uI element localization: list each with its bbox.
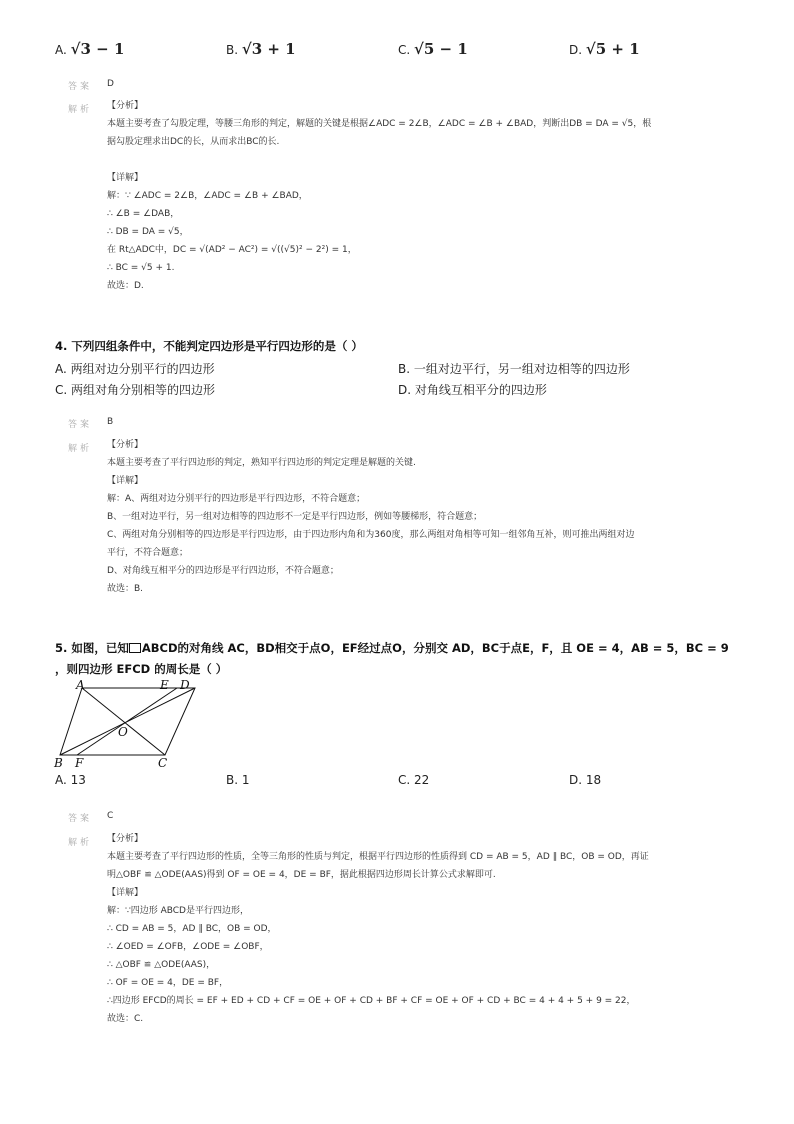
vertex-label-a: A [76, 678, 85, 692]
solution-line: 故选：B. [107, 584, 144, 594]
solution-line: 据勾股定理求出DC的长，从而求出BC的长. [107, 137, 280, 147]
q3-option-c[interactable] [398, 40, 468, 58]
answer-label: 答案 [68, 814, 93, 824]
solution-line: 【详解】 [107, 888, 144, 898]
q5-option-c[interactable] [398, 773, 429, 787]
vertex-label-c: C [158, 756, 168, 770]
q4-option-c[interactable]: C. 两组对角分别相等的四边形 [55, 383, 216, 397]
vertex-label-e: E [160, 678, 169, 692]
option-value: 22 [414, 773, 430, 787]
solution-line: ∴ △OBF ≌ △ODE(AAS)， [107, 960, 216, 970]
q4-option-b[interactable]: B. 一组对边平行，另一组对边相等的四边形 [398, 362, 630, 376]
solution-line: 在 Rt△ADC中，DC = √(AD² − AC²) = √((√5)² − 2²) = 1， [107, 245, 357, 255]
solution-line: 故选：C. [107, 1014, 144, 1024]
solution-line: ∴ ∠B = ∠DAB， [107, 209, 180, 219]
segment-ef [77, 688, 177, 755]
answer-value: B [107, 417, 114, 427]
q3-option-a[interactable] [55, 40, 124, 58]
option-letter: B. [226, 773, 239, 787]
q4-option-a[interactable]: A. 两组对边分别平行的四边形 [55, 362, 215, 376]
solution-line: 明△OBF ≌ △ODE(AAS)得到 OF = OE = 4，DE = BF，据此根据四边形周长计算公式求解即可. [107, 870, 496, 880]
vertex-label-d: D [180, 678, 190, 692]
solution-line: ∴ BC = √5 + 1. [107, 263, 175, 273]
q3-solution [107, 97, 651, 295]
solution-line: 【详解】 [107, 173, 144, 183]
option-letter: A. [55, 773, 67, 787]
option-value: 18 [585, 773, 602, 787]
q5-stem-line-2: ，则四边形 EFCD 的周长是（ ） [55, 662, 228, 676]
solution-line: C、两组对角分别相等的四边形是平行四边形，由于四边形内角和为360度，那么两组对角相等可知一组邻角互补，则可推出两组对边 [107, 530, 635, 540]
solution-line: B、一组对边平行，另一组对边相等的四边形不一定是平行四边形，例如等腰梯形，符合题意； [107, 512, 483, 522]
answer-value: D [107, 79, 114, 89]
solution-line: ∴ DB = DA = √5， [107, 227, 189, 237]
parallelogram-symbol-icon [129, 643, 141, 653]
solution-line: ∴四边形 EFCD的周长 = EF + ED + CD + CF = OE + OF + CD + BF + CF = OE + OF + CD + BC = 4 + 4 + 5 + 9 = 22， [107, 996, 636, 1006]
q3-option-b[interactable] [226, 40, 296, 58]
solution-line: 本题主要考查了平行四边形的判定，熟知平行四边形的判定定理是解题的关键. [107, 458, 416, 468]
answer-label: 答案 [68, 82, 93, 92]
option-expression: √3 + 1 [241, 40, 296, 58]
q5-option-a[interactable] [55, 773, 86, 787]
solution-line: ∴ OF = OE = 4，DE = BF， [107, 978, 229, 988]
solution-line: 【详解】 [107, 476, 144, 486]
solution-line: ∴ ∠OED = ∠OFB，∠ODE = ∠OBF， [107, 942, 269, 952]
q5-option-b[interactable] [226, 773, 250, 787]
analysis-label: 解析 [68, 444, 93, 454]
solution-line: 本题主要考查了勾股定理，等腰三角形的判定，解题的关键是根据∠ADC = 2∠B，∠ADC = ∠B + ∠BAD，判断出DB = DA = √5，根 [107, 119, 652, 129]
q4-stem: 4. 下列四组条件中，不能判定四边形是平行四边形的是（ ） [55, 339, 363, 353]
diagonal-ac [82, 688, 165, 755]
stem-text: 5. 如图，已知 [55, 641, 129, 655]
option-expression: √5 − 1 [414, 40, 468, 58]
vertex-label-b: B [54, 756, 63, 770]
option-letter: D. [569, 773, 583, 787]
q3-option-d[interactable] [569, 40, 640, 58]
option-value: 13 [70, 773, 86, 787]
analysis-label: 解析 [68, 838, 93, 848]
solution-line: 解：A、两组对边分别平行的四边形是平行四边形，不符合题意； [107, 494, 366, 504]
solution-line: 解：∵四边形 ABCD是平行四边形， [107, 906, 249, 916]
option-value: 1 [241, 773, 250, 787]
option-letter: A. [55, 43, 67, 57]
q5-stem-line-1 [55, 640, 729, 656]
solution-line: D、对角线互相平分的四边形是平行四边形，不符合题意； [107, 566, 339, 576]
solution-line: 平行，不符合题意； [107, 548, 189, 558]
option-expression: √3 − 1 [70, 40, 125, 58]
analysis-label: 解析 [68, 105, 93, 115]
point-label-o: O [118, 725, 128, 739]
solution-line: 【分析】 [107, 440, 144, 450]
solution-line: 【分析】 [107, 834, 144, 844]
q5-option-d[interactable] [569, 773, 601, 787]
answer-value: C [107, 811, 114, 821]
solution-line: 本题主要考查了平行四边形的性质，全等三角形的性质与判定，根据平行四边形的性质得到 CD = AB = 5，AD ∥ BC，OB = OD，再证 [107, 852, 649, 862]
parallelogram-figure [50, 676, 210, 772]
point-label-f: F [75, 756, 84, 770]
option-letter: C. [398, 43, 411, 57]
solution-line: 故选：D. [107, 281, 144, 291]
q4-solution [107, 436, 634, 598]
solution-line: ∴ CD = AB = 5，AD ∥ BC，OB = OD， [107, 924, 277, 934]
solution-line [107, 151, 651, 169]
solution-line: 解：∵ ∠ADC = 2∠B，∠ADC = ∠B + ∠BAD， [107, 191, 308, 201]
solution-line: 【分析】 [107, 101, 144, 111]
option-letter: B. [226, 43, 239, 57]
q4-option-d[interactable]: D. 对角线互相平分的四边形 [398, 383, 547, 397]
answer-label: 答案 [68, 420, 93, 430]
option-expression: √5 + 1 [585, 40, 640, 58]
option-letter: D. [569, 43, 583, 57]
option-letter: C. [398, 773, 411, 787]
stem-text: ABCD的对角线 AC，BD相交于点O，EF经过点O，分别交 AD，BC于点E，F，且 OE = 4，AB = 5，BC = 9 [141, 641, 729, 655]
q5-solution [107, 830, 649, 1028]
